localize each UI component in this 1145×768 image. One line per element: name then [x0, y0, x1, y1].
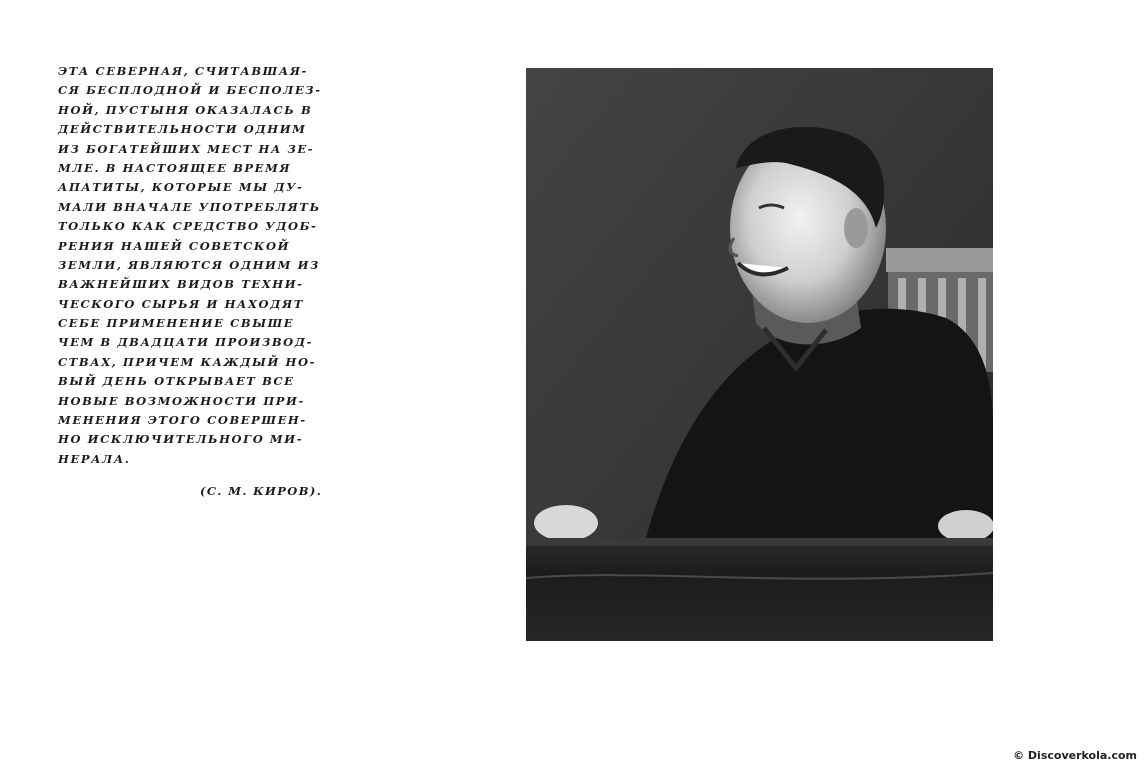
- quote-line: СЯ БЕСПЛОДНОЙ И БЕСПОЛЕЗ-: [58, 83, 322, 98]
- portrait-photo: [526, 68, 993, 641]
- quote-line: НОЙ, ПУСТЫНЯ ОКАЗАЛАСЬ В: [58, 102, 313, 117]
- quote-line: РЕНИЯ НАШЕЙ СОВЕТСКОЙ: [58, 238, 291, 253]
- quote-line: ТОЛЬКО КАК СРЕДСТВО УДОБ-: [58, 219, 318, 234]
- quote-line: ЧЕСКОГО СЫРЬЯ И НАХОДЯТ: [58, 296, 304, 311]
- quote-line: МЛЕ. В НАСТОЯЩЕЕ ВРЕМЯ: [58, 160, 292, 175]
- quote-line: ИЗ БОГАТЕЙШИХ МЕСТ НА ЗЕ-: [58, 141, 315, 156]
- quote-line: НЕРАЛА.: [58, 451, 131, 466]
- quote-line: СЕБЕ ПРИМЕНЕНИЕ СВЫШЕ: [58, 316, 295, 331]
- watermark: © Discoverkola.com: [1013, 749, 1137, 762]
- quote-line: ВЫЙ ДЕНЬ ОТКРЫВАЕТ ВСЕ: [58, 374, 295, 389]
- quote-attribution: (С. М. КИРОВ).: [200, 484, 323, 498]
- quote-line: МЕНЕНИЯ ЭТОГО СОВЕРШЕН-: [58, 413, 307, 428]
- quote-line: НОВЫЕ ВОЗМОЖНОСТИ ПРИ-: [58, 393, 305, 408]
- quote-text: [58, 62, 343, 469]
- quote-line: ЭТА СЕВЕРНАЯ, СЧИТАВШАЯ-: [58, 64, 308, 78]
- quote-line: ДЕЙСТВИТЕЛЬНОСТИ ОДНИМ: [58, 122, 307, 137]
- quote-line: АПАТИТЫ, КОТОРЫЕ МЫ ДУ-: [58, 180, 304, 195]
- quote-line: МАЛИ ВНАЧАЛЕ УПОТРЕБЛЯТЬ: [58, 199, 321, 214]
- quote-line: ЗЕМЛИ, ЯВЛЯЮТСЯ ОДНИМ ИЗ: [58, 257, 320, 272]
- portrait-illustration: [526, 68, 993, 641]
- quote-line: СТВАХ, ПРИЧЕМ КАЖДЫЙ НО-: [58, 354, 316, 369]
- quote-line: ВАЖНЕЙШИХ ВИДОВ ТЕХНИ-: [58, 277, 304, 292]
- quote-line: ЧЕМ В ДВАДЦАТИ ПРОИЗВОД-: [58, 335, 313, 350]
- quote-line: НО ИСКЛЮЧИТЕЛЬНОГО МИ-: [58, 432, 304, 447]
